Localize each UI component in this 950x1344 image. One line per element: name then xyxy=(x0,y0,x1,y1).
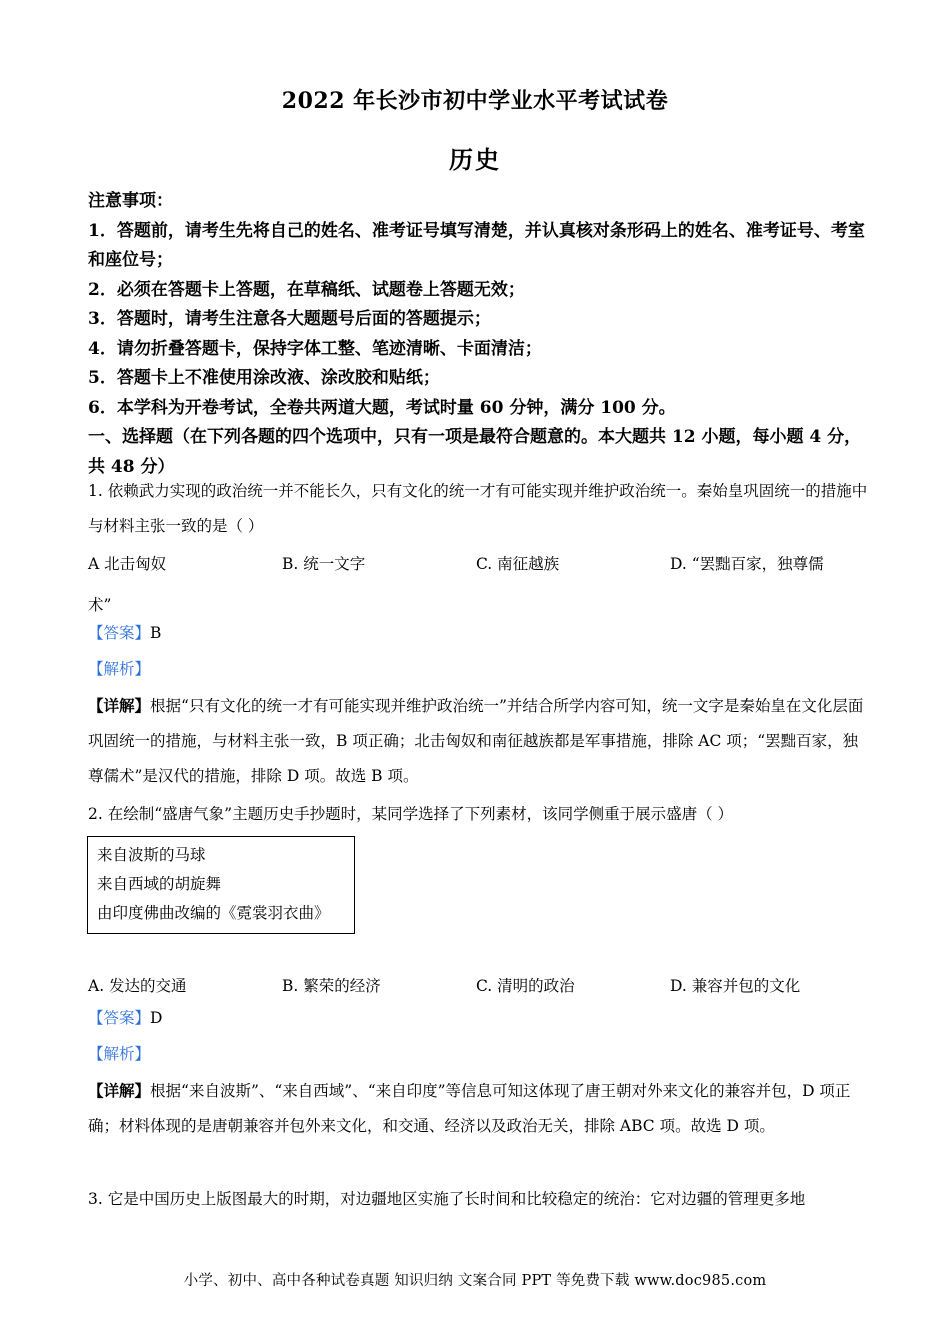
subject-title: 历史 xyxy=(449,145,501,174)
q1-analysis-tag: 【解析】 xyxy=(88,660,151,678)
q2-detail xyxy=(88,1073,868,1144)
answer-value: D xyxy=(150,1009,163,1027)
q2-answer xyxy=(88,1001,868,1036)
q3-stem: 3. 它是中国历史上版图最大的时期，对边疆地区实施了长时间和比较稳定的统治：它对边疆的管理更多地 xyxy=(88,1190,806,1208)
notice-item-5: 5．答题卡上不准使用涂改液、涂改胶和贴纸； xyxy=(88,368,440,388)
q2-option-a: A. 发达的交通 xyxy=(88,977,187,995)
notice-item-4: 4．请勿折叠答题卡，保持字体工整、笔迹清晰、卡面清洁； xyxy=(88,338,542,359)
q1-option-d: D. “罢黜百家，独尊儒 xyxy=(670,555,824,573)
notice-block xyxy=(88,187,868,482)
q2-stem: 2. 在绘制“盛唐气象”主题历史手抄题时，某同学选择了下列素材，该同学侧重于展示盛唐（ ） xyxy=(88,805,733,823)
material-line-1: 来自波斯的马球 xyxy=(97,846,206,864)
q2-analysis-tag: 【解析】 xyxy=(88,1045,151,1063)
section-heading: 一、选择题（在下列各题的四个选项中，只有一项是最符合题意的。本大题共 12 小题，每小题 4 分，共 48 分） xyxy=(88,427,862,477)
notice-item-2: 2．必须在答题卡上答题，在草稿纸、试题卷上答题无效； xyxy=(88,279,525,300)
q1-option-b: B. 统一文字 xyxy=(282,555,366,573)
notice-item-1: 1．答题前，请考生先将自己的姓名、准考证号填写清楚，并认真核对条形码上的姓名、准考证号、考室和座位号； xyxy=(88,220,865,270)
q1-answer xyxy=(88,616,868,651)
q1-option-d-continued: 术” xyxy=(88,596,112,614)
q2-material-box xyxy=(87,836,355,934)
answer-tag: 【答案】 xyxy=(88,624,151,642)
page-title: 2022 年长沙市初中学业水平考试试卷 xyxy=(281,88,669,114)
q1-detail xyxy=(88,688,868,794)
notice-heading: 注意事项： xyxy=(88,191,173,211)
notice-item-6: 6．本学科为开卷考试，全卷共两道大题，考试时量 60 分钟，满分 100 分。 xyxy=(88,397,676,418)
answer-value: B xyxy=(150,624,162,642)
detail-tag: 【详解】 xyxy=(88,696,151,715)
q2-option-c: C. 清明的政治 xyxy=(476,977,575,995)
material-line-3: 由印度佛曲改编的《霓裳羽衣曲》 xyxy=(97,904,330,922)
q2-option-d: D. 兼容并包的文化 xyxy=(670,977,801,995)
q1-option-c: C. 南征越族 xyxy=(476,555,560,573)
detail-tag: 【详解】 xyxy=(88,1081,151,1100)
notice-item-3: 3．答题时，请考生注意各大题题号后面的答题提示； xyxy=(88,309,491,329)
q1-stem: 1. 依赖武力实现的政治统一并不能长久，只有文化的统一才有可能实现并维护政治统一。秦始皇巩固统一的措施中与材料主张一致的是（ ） xyxy=(88,482,868,535)
q2-option-b: B. 繁荣的经济 xyxy=(282,977,381,995)
q1-option-a: A 北击匈奴 xyxy=(88,555,167,573)
detail-text: 根据“来自波斯”、“来自西域”、“来自印度”等信息可知这体现了唐王朝对外来文化的兼容并包，D 项正确；材料体现的是唐朝兼容并包外来文化，和交通、经济以及政治无关，排除 ABC 项。故选 D 项。 xyxy=(88,1082,851,1135)
material-line-2: 来自西域的胡旋舞 xyxy=(97,875,222,893)
answer-tag: 【答案】 xyxy=(88,1009,151,1027)
page-footer: 小学、初中、高中各种试卷真题 知识归纳 文案合同 PPT 等免费下载 www.doc985.com xyxy=(183,1273,767,1289)
detail-text: 根据“只有文化的统一才有可能实现并维护政治统一”并结合所学内容可知，统一文字是秦始皇在文化层面巩固统一的措施，与材料主张一致，B 项正确；北击匈奴和南征越族都是军事措施，排除 AC 项；“罢黜百家，独尊儒术”是汉代的措施，排除 D 项。故选 B 项。 xyxy=(88,697,864,785)
